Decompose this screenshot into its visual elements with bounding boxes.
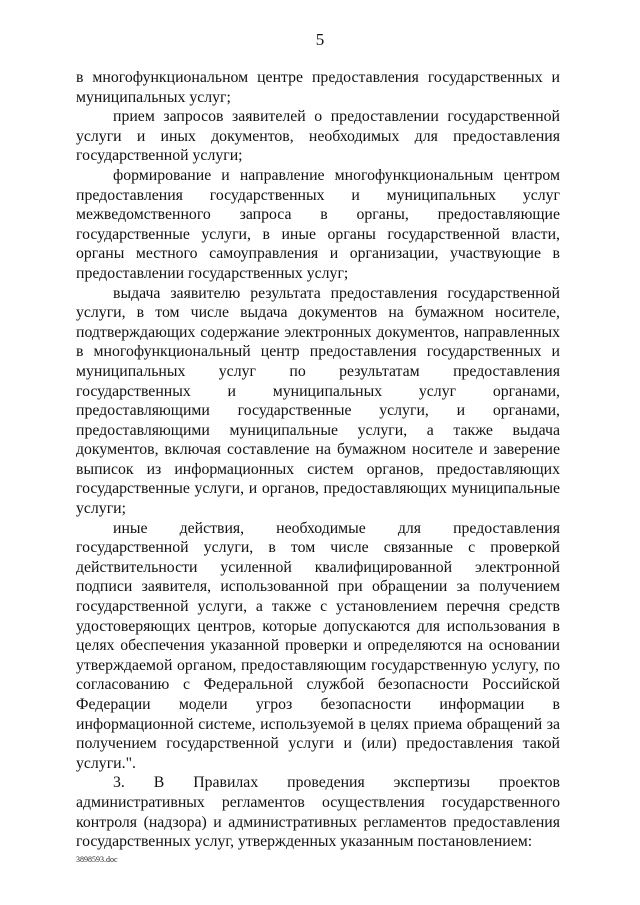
- paragraph-other-actions: иные действия, необходимые для предоставления государственной услуги, в том числе связанные с проверкой действительности усиленной квалифицированной электронной подписи заявителя, использованной при обращении за получением государственной услуги, а также с установлением перечня средств удостоверяющих центров, которые допускаются для использования в целях обеспечения указанной проверки и определяются на основании утверждаемой органом, предоставляющим государственную услугу, по согласованию с Федеральной службой безопасности Российской Федерации модели угроз безопасности информации в информационной системе, используемой в целях приема обращений за получением государственной услуги и (или) предоставления такой услуги.".: [76, 519, 560, 772]
- page-number: 5: [315, 30, 325, 49]
- document-body: [76, 68, 560, 852]
- footer-file-name: 3898593.doc: [76, 855, 118, 864]
- paragraph-result-issuance: выдача заявителю результата предоставления государственной услуги, в том числе выдача документов на бумажном носителе, подтверждающих содержание электронных документов, направленных в многофункциональный центр предоставления государственных и муниципальных услуг по результатам предоставления государственных и муниципальных услуг органами, предоставляющими государственные услуги, и органами, предоставляющими муниципальные услуги, а также выдача документов, включая составление на бумажном носителе и заверение выписок из информационных систем органов, предоставляющих государственные услуги, и органов, предоставляющих муниципальные услуги;: [76, 284, 560, 518]
- paragraph-section-3: 3. В Правилах проведения экспертизы проектов административных регламентов осуществления государственного контроля (надзора) и административных регламентов предоставления государственных услуг, утвержденных указанным постановлением:: [76, 774, 560, 851]
- paragraph-request-intake: прием запросов заявителей о предоставлении государственной услуги и иных документов, необходимых для предоставления государственной услуги;: [76, 108, 560, 165]
- paragraph-interagency-request: формирование и направление многофункциональным центром предоставления государственных и муниципальных услуг межведомственного запроса в органы, предоставляющие государственные услуги, в иные органы государственной власти, органы местного самоуправления и организации, участвующие в предоставлении государственных услуг;: [76, 166, 560, 282]
- paragraph-continuation: в многофункциональном центре предоставления государственных и муниципальных услуг;: [76, 69, 560, 106]
